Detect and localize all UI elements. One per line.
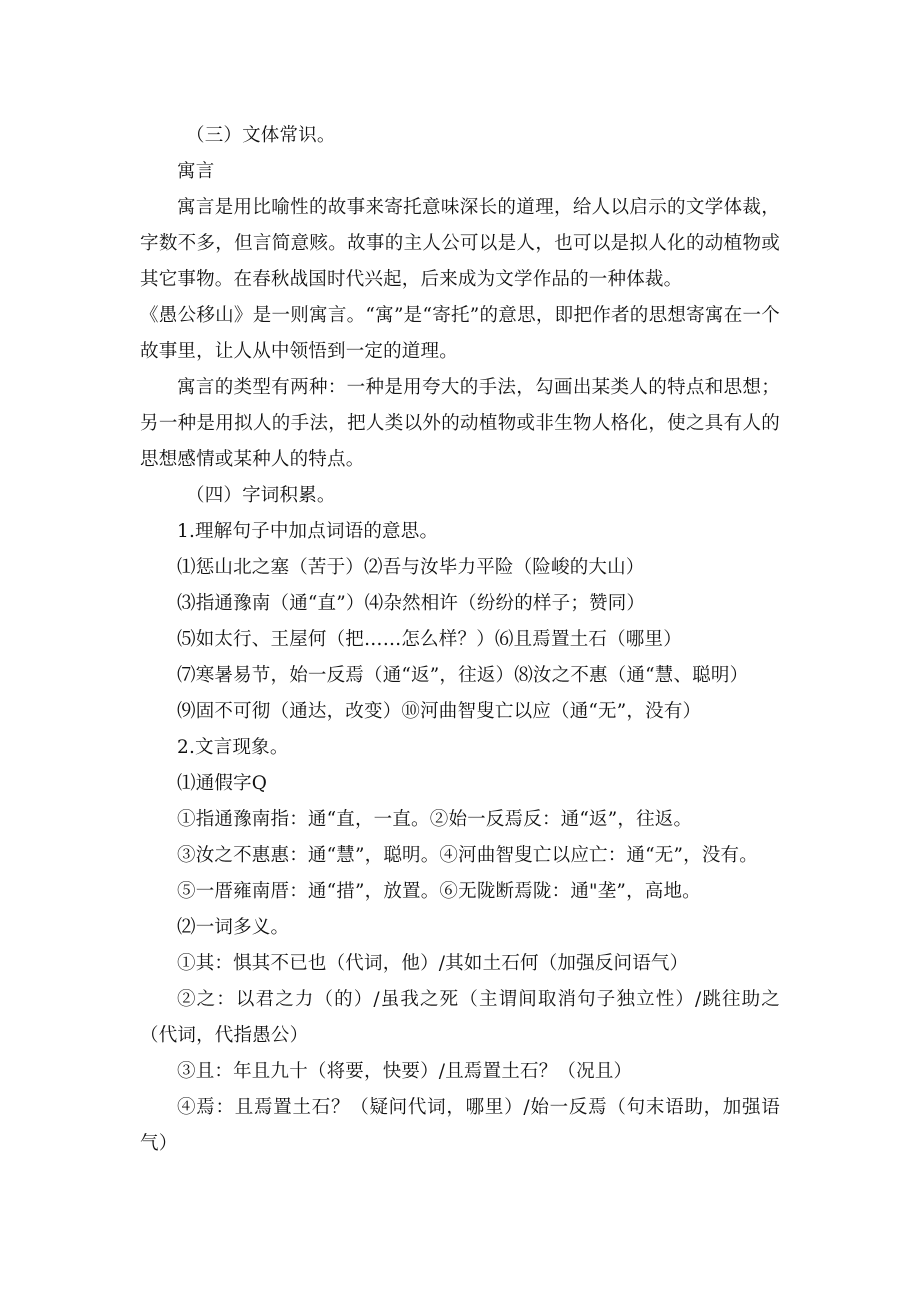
paragraph-fable-types: 寓言的类型有两种：一种是用夸大的手法，勾画出某类人的特点和思想；另一种是用拟人的手法，把人类以外的动植物或非生物人格化，使之具有人的思想感情或某种人的特点。 xyxy=(140,377,780,470)
paragraph-polysemy-qi: ①其：惧其不已也（代词，他）/其如土石何（加强反问语气） xyxy=(177,953,689,974)
paragraph-tongjiazi-5-6: ⑤一厝雍南厝：通“措”，放置。⑥无陇断焉陇：通"垄”，高地。 xyxy=(177,881,701,902)
paragraph-polysemy-zhi: ②之：以君之力（的）/虽我之死（主谓间取消句子独立性）/跳往助之（代词，代指愚公） xyxy=(140,989,780,1046)
paragraph-yugong-fable: 《愚公移山》是一则寓言。“寓”是“寄托”的意思，即把作者的思想寄寓在一个故事里，让人从中领悟到一定的道理。 xyxy=(140,305,780,362)
paragraph-tongjiazi-1-2: ①指通豫南指：通“直，一直。②始一反焉反：通“返”，往返。 xyxy=(177,809,693,830)
paragraph-meaning-3-4: ⑶指通豫南（通“直”）⑷杂然相许（纷纷的样子；赞同） xyxy=(177,593,646,614)
paragraph-meaning-1-2: ⑴惩山北之塞（苦于）⑵吾与汝毕力平险（险峻的大山） xyxy=(177,557,645,578)
paragraph-fable-definition: 寓言是用比喻性的故事来寄托意味深长的道理，给人以启示的文学体裁，字数不多，但言简意赅。故事的主人公可以是人，也可以是拟人化的动植物或其它事物。在春秋战国时代兴起，后来成为文学作品的一种体裁。 xyxy=(140,197,780,290)
section-heading-genre: （三）文体常识。 xyxy=(186,125,336,146)
paragraph-meaning-9-10: ⑼固不可彻（通达，改变）⑩河曲智叟亡以应（通“无”，没有） xyxy=(177,701,702,722)
paragraph-tongjiazi-3-4: ③汝之不惠惠：通“慧”，聪明。④河曲智叟亡以应亡：通“无”，没有。 xyxy=(177,845,758,866)
paragraph-item-1: 1.理解句子中加点词语的意思。 xyxy=(177,521,439,542)
paragraph-tongjiazi-heading: ⑴通假字Q xyxy=(177,773,268,794)
paragraph-polysemy-heading: ⑵一词多义。 xyxy=(177,917,290,938)
paragraph-meaning-7-8: ⑺寒暑易节，始一反焉（通“返”，往返）⑻汝之不惠（通“慧、聪明） xyxy=(177,665,749,686)
paragraph-fable-title: 寓言 xyxy=(177,161,215,182)
section-heading-vocabulary: （四）字词积累。 xyxy=(186,485,336,506)
paragraph-polysemy-qie: ③且：年且九十（将要，快要）/且焉置土石？（况且） xyxy=(177,1061,633,1082)
paragraph-meaning-5-6: ⑸如太行、王屋何（把……怎么样？）⑹且焉置土石（哪里） xyxy=(177,629,682,650)
paragraph-item-2: 2.文言现象。 xyxy=(177,737,289,758)
paragraph-polysemy-yan: ④焉：且焉置土石？（疑问代词，哪里）/始一反焉（句末语助，加强语气） xyxy=(140,1097,780,1154)
